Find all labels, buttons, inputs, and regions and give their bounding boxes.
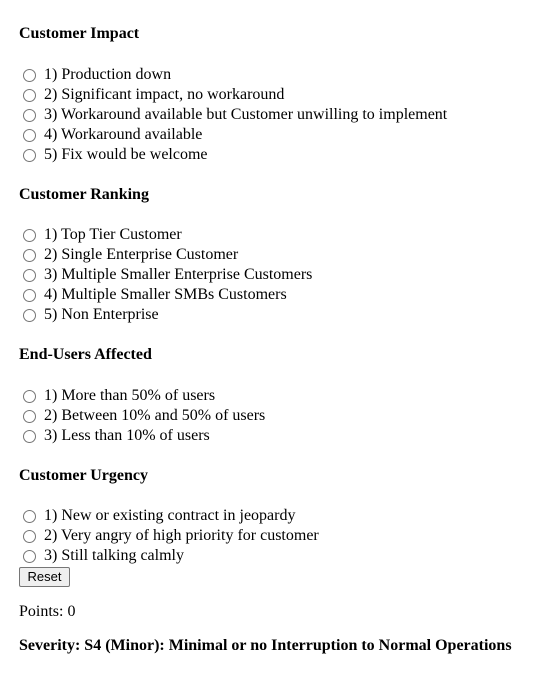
customer-impact-option-1[interactable]: 1) Production down <box>23 65 171 85</box>
radio-button[interactable] <box>23 430 36 443</box>
customer-urgency-option-3[interactable]: 3) Still talking calmly <box>23 546 184 566</box>
section-title-customer-ranking: Customer Ranking <box>19 186 149 203</box>
radio-button[interactable] <box>23 390 36 403</box>
customer-ranking-option-2[interactable]: 2) Single Enterprise Customer <box>23 245 238 265</box>
customer-impact-option-3[interactable]: 3) Workaround available but Customer unwilling to implement <box>23 105 447 125</box>
radio-button[interactable] <box>23 109 36 122</box>
customer-urgency-option-1[interactable]: 1) New or existing contract in jeopardy <box>23 506 295 526</box>
severity-display: Severity: S4 (Minor): Minimal or no Interruption to Normal Operations <box>19 637 512 654</box>
customer-urgency-option-2[interactable]: 2) Very angry of high priority for customer <box>23 526 319 546</box>
points-display: Points: 0 <box>19 603 76 620</box>
radio-button[interactable] <box>23 550 36 563</box>
section-title-customer-urgency: Customer Urgency <box>19 467 149 484</box>
customer-impact-option-5[interactable]: 5) Fix would be welcome <box>23 145 208 165</box>
radio-button[interactable] <box>23 129 36 142</box>
radio-button[interactable] <box>23 69 36 82</box>
radio-button[interactable] <box>23 249 36 262</box>
radio-button[interactable] <box>23 309 36 322</box>
end-users-option-1[interactable]: 1) More than 50% of users <box>23 386 215 406</box>
radio-button[interactable] <box>23 510 36 523</box>
section-title-customer-impact: Customer Impact <box>19 25 140 42</box>
radio-button[interactable] <box>23 89 36 102</box>
radio-button[interactable] <box>23 530 36 543</box>
radio-button[interactable] <box>23 229 36 242</box>
radio-button[interactable] <box>23 410 36 423</box>
customer-ranking-option-3[interactable]: 3) Multiple Smaller Enterprise Customers <box>23 265 312 285</box>
customer-impact-option-4[interactable]: 4) Workaround available <box>23 125 202 145</box>
customer-ranking-option-5[interactable]: 5) Non Enterprise <box>23 305 159 325</box>
reset-button[interactable]: Reset <box>19 567 70 587</box>
section-title-end-users-affected: End-Users Affected <box>19 346 152 363</box>
end-users-option-2[interactable]: 2) Between 10% and 50% of users <box>23 406 265 426</box>
customer-impact-option-2[interactable]: 2) Significant impact, no workaround <box>23 85 284 105</box>
customer-ranking-option-1[interactable]: 1) Top Tier Customer <box>23 225 182 245</box>
radio-button[interactable] <box>23 269 36 282</box>
radio-button[interactable] <box>23 149 36 162</box>
end-users-option-3[interactable]: 3) Less than 10% of users <box>23 426 210 446</box>
radio-button[interactable] <box>23 289 36 302</box>
customer-ranking-option-4[interactable]: 4) Multiple Smaller SMBs Customers <box>23 285 287 305</box>
